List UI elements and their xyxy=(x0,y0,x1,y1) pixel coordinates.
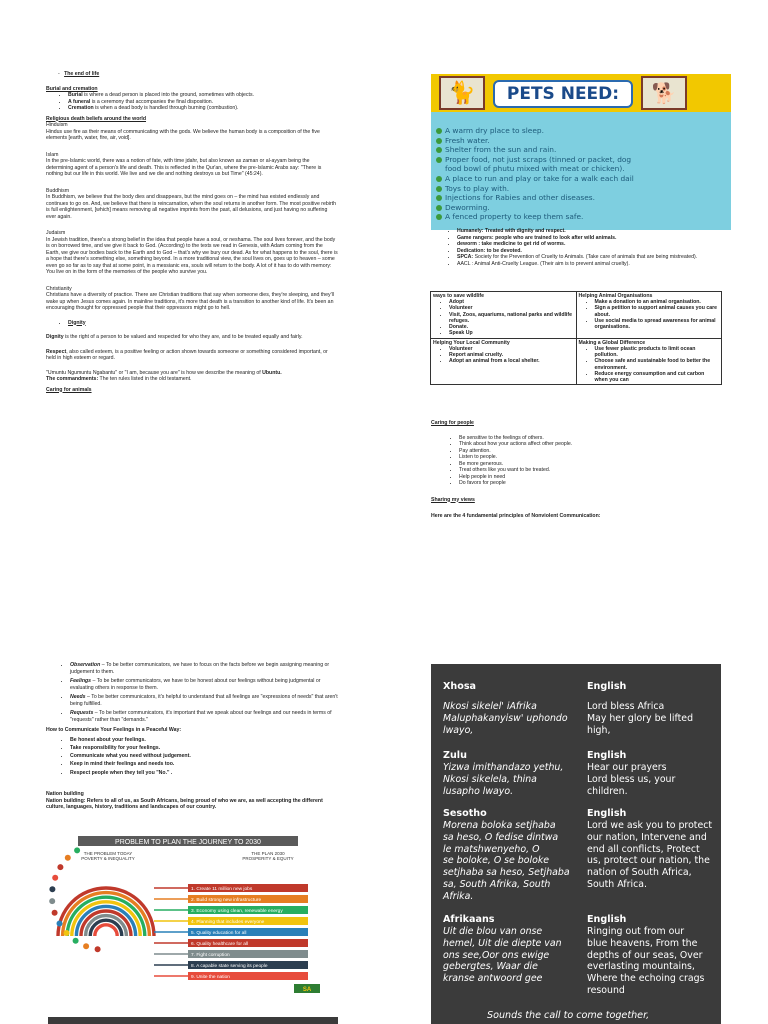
list-item: • Pay attention. xyxy=(459,448,731,455)
bullet-icon xyxy=(436,176,442,182)
list-item: Toys to play with. xyxy=(436,184,731,194)
bullet-icon xyxy=(436,138,442,144)
caring-people-heading: Caring for people xyxy=(431,420,474,426)
ndp-icon xyxy=(65,855,71,861)
anthem-lyric: Uit die blou van onse hemel, Uit die diepte van ons see,Oor ons ewige gebergtes, Waar die kranse antwoord gee xyxy=(443,926,562,985)
list-item: • Sign a petition to support animal causes you care about. xyxy=(595,305,720,317)
table-row xyxy=(431,338,722,385)
ndp-left-title: THE PROBLEM TODAY xyxy=(83,851,133,856)
list-item: • deworm : take medicine to get rid of worms. xyxy=(457,241,731,248)
list-item: • Observation – To be better communicators, we have to focus on the facts before we begin assigning meaning or judgement to them. xyxy=(70,662,338,675)
anthem-lang-label: Sesotho xyxy=(443,808,487,819)
list-item: • Think about how your actions affect other people. xyxy=(459,441,731,448)
ndp-step-label: 1. Create 11 million new jobs xyxy=(191,887,253,892)
anthem-panel xyxy=(431,664,721,1024)
ndp-right-title: THE PLAN 2030 xyxy=(251,851,285,856)
judaism-text: In Jewish tradition, there's a strong belief in the idea that people have a soul, or neshama. The soul lives forever, and the body is on borrowed time, and we give it back to God. (According) to the texts we read in Genesis, with Adam coming from the Earth, we give our bodies back to the Earth and to God – that's why we bury our dead. As for what happens to the soul, there is a hope that there's something else, something beyond. In a more traditional view, the soul lives on, goes up to heaven – some even go so far as to say that at some point, in a messianic era, souls will return to the body. A lot of it has to do with memory: You live on in the form of the memories of the people who survive you. xyxy=(46,236,338,275)
list-item: A fenced property to keep them safe. xyxy=(436,212,731,222)
list-item: • Communicate what you need without judgement. xyxy=(70,752,338,760)
poster-title: PETS NEED: xyxy=(493,80,633,108)
anthem-english-label: English xyxy=(587,914,627,925)
list-item: Injections for Rabies and other diseases. xyxy=(436,193,731,203)
table-cell: ways to save wildlife • Adopt • Volunteer • Visit, Zoos, aquariums, national parks and wildlife refuges. • Donate. • Speak Up xyxy=(431,292,577,339)
caring-people-list xyxy=(431,435,731,487)
respect-definition: Respect, also called esteem, is a positive feeling or action shown towards someone or something considered important, or held in high esteem or regard. xyxy=(46,348,328,361)
bullet-icon xyxy=(436,128,442,134)
table-cell: Helping Animal Organisations • Make a donation to an animal organisation. • Sign a petition to support animal causes you care about. • Use social media to spread awareness for animal organisations. xyxy=(576,292,722,339)
list-item: • Volunteer xyxy=(449,305,574,311)
ndp-graphic xyxy=(48,836,328,996)
list-item: • SPCA: Society for the Prevention of Cruelty to Animals. (Take care of animals that are being mistreated). xyxy=(457,254,731,261)
end-of-life-heading: The end of life xyxy=(64,71,100,77)
list-item: • Be more generous. xyxy=(459,461,731,468)
ndp-icon xyxy=(57,921,63,927)
commandments-definition: The commandments: The ten rules listed in the old testament. xyxy=(46,376,192,382)
list-item: • Be honest about your feelings. xyxy=(70,736,338,744)
anthem-english-label: English xyxy=(587,808,627,819)
caring-animals-heading: Caring for animals xyxy=(46,386,92,393)
islam-title: Islam xyxy=(46,151,59,158)
list-item: • Feelings – To be better communicators, we have to be honest about our feelings without being judgmental or evaluating others in response to them. xyxy=(70,678,338,691)
list-item: A warm dry place to sleep. xyxy=(436,126,731,136)
bullet-icon xyxy=(436,214,442,220)
list-item: • Volunteer xyxy=(449,346,574,352)
christianity-text: Christians have a diversity of practice. There are Christian traditions that say when someone dies, they're sleeping, and they'll wake up when Jesus comes again. In mainline traditions, it's more that death is a transition to another kind of life. It's been an encouraging thought for oppressed people that their oppressors might go to hell. xyxy=(46,292,334,311)
dignity-definition: Dignity is the right of a person to be valued and respected for who they are, and to be treated equally and fairly. xyxy=(46,334,303,340)
islam-text: In the pre-Islamic world, there was a notion of fate, with time jdahr, but also known as zaman or al-ayyam being the determining agent of a person's life and death. This is reflected in the Qur'an, where the pre-Islamic Arabs say: "There is nothing but our life in this world. We live and we die and nothing destroys us but Time" (45:24). xyxy=(46,158,322,177)
ndp-icon xyxy=(74,847,80,853)
ndp-icon xyxy=(73,938,79,944)
anthem-lang-label: Zulu xyxy=(443,750,467,761)
bullet-icon xyxy=(436,195,442,201)
list-item: • Requests – To be better communicators, it's important that we speak about our feelings and our needs in terms of "requests" rather than "demands." xyxy=(70,710,338,723)
ndp-icon xyxy=(57,864,63,870)
list-item: food bowl of phutu mixed with meat or chicken). xyxy=(445,164,625,174)
ndp-step-label: 3. Economy using clean, renewable energy xyxy=(191,909,283,914)
wildlife-table xyxy=(430,291,722,385)
list-item: • Make a donation to an animal organisation. xyxy=(595,299,720,305)
list-item: A place to run and play or take for a walk each dail xyxy=(436,174,731,184)
bullet-icon xyxy=(436,186,442,192)
ndp-logo: SA xyxy=(302,987,312,993)
peaceful-heading: How to Communicate Your Feelings in a Peaceful Way: xyxy=(46,727,182,733)
anthem-lang-label: Afrikaans xyxy=(443,914,495,925)
list-item: • Burial is where a dead person is placed into the ground, sometimes with objects. xyxy=(68,92,338,99)
nvc-intro: Here are the 4 fundamental principles of Nonviolent Communication: xyxy=(431,513,601,519)
anthem-translation: Lord bless Africa May her glory be lifted high, xyxy=(587,701,694,736)
list-item: • Visit, Zoos, aquariums, national parks and wildlife refuges. xyxy=(449,312,574,324)
ndp-icon xyxy=(95,946,101,952)
list-item: • Do favors for people xyxy=(459,480,731,487)
table-cell: Helping Your Local Community • Volunteer • Report animal cruelty. • Adopt an animal from a local shelter. xyxy=(431,338,577,385)
judaism-title: Judaism xyxy=(46,230,66,236)
list-item: • Reduce energy consumption and cut carbon when you can xyxy=(595,371,720,383)
ndp-banner: PROBLEM TO PLAN THE JOURNEY TO 2030 xyxy=(115,839,261,846)
caring-people-section xyxy=(431,420,731,520)
ndp-step-label: 8. A capable state serving its people xyxy=(191,964,268,969)
table-cell: Making a Global Difference • Use fewer plastic products to limit ocean pollution. • Choose safe and sustainable food to better the environment. • Reduce energy consumption and cut carbon when you can xyxy=(576,338,722,385)
list-item: • Dedication: to be devoted. xyxy=(457,248,731,255)
list-item: • Cremation is when a dead body is handled through burning (combustion). xyxy=(68,105,338,112)
left-notes-column: - The end of life Burial and cremation • Burial is where a dead person is placed into the ground, sometimes with objects. • A funeral is a ceremony that accompanies the final disposition. • Cremation is when a dead body is handled through burning (combustion). Religious death beliefs around the world Hinduism Hindus use fire as their means of communicating with the gods. We believe the human body is a composition of the five elements [earth, water, fire, air, void]. Islam In the pre-Islamic world, there was a notion of fate, with time jdahr, but also known as zaman or al-ayyam being the determining agent of a person's life and death. This is reflected in the Qur'an, where the pre-Islamic Arabs say: "There is nothing but our life in this world. We live and we die and nothing destroys us but Time" (45:24). Buddhism In Buddhism, we believe that the body dies and disappears, but the mind goes on – the mind has existed endlessly and continues to go on. And, we believe that there is reincarnation, when the soul returns in another form. The most positive rebirth is full enlightenment, [which] means removing all negative imprints from the past, all delusions, and just having no suffering ever again. Judaism In Jewish tradition, there's a strong belief in the idea that people have a soul, or neshama. The soul lives forever, and the body is on borrowed time, and we give it back to God. (According) to the texts we read in Genesis, with Adam coming from the Earth, we give our bodies back to the Earth and to God – that's why we bury our dead. As for what happens to the soul, there is a hope that there's something else, something beyond. In a more traditional view, the soul lives on, goes up to heaven – some even go so far as to say that at some point, in a messianic era, souls will return to the body. A lot of it has to do with memory: You live on in the form of the memories of the people who survive you. Christianity Christians have a diversity of practice. There are Christian traditions that say when someone dies, they're sleeping, and they'll wake up when Jesus comes again. In mainline traditions, it's more that death is a transition to another kind of life. It's been an encouraging thought for oppressed people that their oppressors might go to hell. • Dignity Dignity is the right of a person to be valued and respected for who they are, and to be treated equally and fairly. Respect, also called esteem, is a positive feeling or action shown towards someone or something considered important, or held in high esteem or regard. "Umuntu Ngumuntu Ngabantu" or "I am, because you are" is how we describe the meaning of Ubuntu. The commandments: The ten rules listed in the old testament. Caring for animals xyxy=(46,71,338,393)
anthem-lyric: Nkosi sikelel' iAfrika Maluphakanyisw' uphondo lwayo, xyxy=(443,701,568,736)
religious-heading: Religious death beliefs around the world xyxy=(46,115,147,122)
pet-needs-list xyxy=(436,126,731,222)
anthem-col2-header: English xyxy=(587,681,627,692)
anthem-translation: Ringing out from our blue heavens, From the depths of our seas, Over everlasting mountains, Where the echoing crags resound xyxy=(587,926,705,996)
list-item: • Use fewer plastic products to limit ocean pollution. xyxy=(595,346,720,358)
list-item: • Humanely: Treated with dignity and respect. xyxy=(457,228,731,235)
ndp-step-label: 7. Fight corruption xyxy=(191,953,230,958)
list-item: • AACL : Animal Anti-Cruelty League. (Their aim is to prevent animal cruelty). xyxy=(457,261,731,268)
ndp-step-label: 9. Unite the nation xyxy=(191,975,230,980)
list-item: • Use social media to spread awareness for animal organisations. xyxy=(595,318,720,330)
nvc-principles-list xyxy=(46,662,338,723)
dignity-bullet: Dignity xyxy=(68,319,86,326)
pets-need-poster xyxy=(431,74,731,230)
ubuntu-definition: "Umuntu Ngumuntu Ngabantu" or "I am, because you are" is how we describe the meaning of Ubuntu. xyxy=(46,369,282,376)
list-item: • Take responsibility for your feelings. xyxy=(70,744,338,752)
nation-building-text: Nation building: Refers to all of us, as South Africans, being proud of who we are, as well accepting the different culture, languages, history, traditions and landscapes of our country. xyxy=(46,797,323,811)
list-item: • Help people in need xyxy=(459,474,731,481)
list-item: • Treat others like you want to be treated. xyxy=(459,467,731,474)
nvc-section xyxy=(46,662,338,811)
cat-icon: 🐈 xyxy=(439,76,485,110)
buddhism-title: Buddhism xyxy=(46,187,70,194)
list-item: • Adopt an animal from a local shelter. xyxy=(449,358,574,364)
list-item: Deworming. xyxy=(436,203,731,213)
sharing-views-heading: Sharing my views xyxy=(431,496,475,503)
list-item: • Game rangers: people who are trained to look after wild animals. xyxy=(457,235,731,242)
list-item: • Needs – To be better communicators, it's helpful to understand that all feelings are "expressions of needs" that aren't being fulfilled. xyxy=(70,694,338,707)
list-item: Fresh water. xyxy=(436,136,731,146)
anthem-english-label: English xyxy=(587,750,627,761)
ndp-icon xyxy=(49,898,55,904)
ndp-left-sub: POVERTY & INEQUALITY xyxy=(81,856,135,861)
list-item: • Adopt xyxy=(449,299,574,305)
ndp-steps xyxy=(154,884,308,980)
anthem-translation: Hear our prayers Lord bless us, your children. xyxy=(587,762,676,797)
nation-building-heading: Nation building xyxy=(46,791,84,798)
list-item: • Choose safe and sustainable food to better the environment. xyxy=(595,358,720,370)
animal-terms xyxy=(431,228,731,271)
ndp-icon xyxy=(52,910,58,916)
list-item: • Be sensitive to the feelings of others. xyxy=(459,435,731,442)
dog-icon: 🐕 xyxy=(641,76,687,110)
list-item: Proper food, not just scraps (tinned or packet, dog xyxy=(436,155,731,165)
burial-list xyxy=(46,92,338,112)
buddhism-text: In Buddhism, we believe that the body dies and disappears, but the mind goes on – the mind has existed endlessly and continues to go on. And, we believe that there is reincarnation, when the soul returns in another form. The most positive rebirth is full enlightenment, [which] means removing all negative imprints from the past, all delusions, and just having no suffering ever again. xyxy=(46,194,336,220)
burial-heading: Burial and cremation xyxy=(46,85,98,92)
anthem-tail-line: Sounds the call to come together, xyxy=(487,1010,650,1021)
list-item: • Keep in mind their feelings and needs too. xyxy=(70,760,338,768)
list-item: • A funeral is a ceremony that accompanies the final disposition. xyxy=(68,99,338,106)
list-item: • Report animal cruelty. xyxy=(449,352,574,358)
ndp-icon xyxy=(64,930,70,936)
anthem-lyric: Morena boloka setjhaba sa heso, O fedise dintwa le matshwenyeho, O se boloke, O se boloke setjhaba sa heso, Setjhaba sa, South Afrika, South Afrika. xyxy=(443,820,570,902)
peaceful-list xyxy=(46,736,338,778)
anthem-col1-header: Xhosa xyxy=(443,681,477,692)
list-item: • Listen to people. xyxy=(459,454,731,461)
ndp-right-sub: PROSPERITY & EQUITY xyxy=(242,856,294,861)
table-row xyxy=(431,292,722,339)
ndp-icon xyxy=(83,943,89,949)
anthem-translation: Lord we ask you to protect our nation, Intervene and end all conflicts, Protect us, protect our nation, the nation of South Africa, South Africa. xyxy=(587,820,713,890)
list-item: • Donate. xyxy=(449,324,574,330)
hinduism-text: Hindus use fire as their means of communicating with the gods. We believe the human body is a composition of the five elements [earth, water, fire, air, void]. xyxy=(46,128,320,141)
hinduism-title: Hinduism xyxy=(46,122,68,128)
bullet-icon xyxy=(436,205,442,211)
bottom-dark-bar xyxy=(48,1017,338,1024)
ndp-icon xyxy=(49,886,55,892)
ndp-icon xyxy=(52,875,58,881)
ndp-step-label: 6. Quality healthcare for all xyxy=(191,942,249,947)
list-item: • Speak Up xyxy=(449,330,574,336)
bullet-icon xyxy=(436,147,442,153)
list-item: Shelter from the sun and rain. xyxy=(436,145,731,155)
list-item: • Respect people when they tell you "No." . xyxy=(70,769,338,777)
ndp-step-label: 2. Build strong new infrastructure xyxy=(191,898,262,903)
christianity-title: Christianity xyxy=(46,285,72,292)
anthem-lyric: Yizwa imithandazo yethu, Nkosi sikelela, thina lusapho lwayo. xyxy=(443,762,564,797)
ndp-step-label: 4. Planning that includes everyone xyxy=(191,920,265,925)
ndp-step-label: 5. Quality education for all xyxy=(191,931,247,936)
bullet-icon xyxy=(436,157,442,163)
